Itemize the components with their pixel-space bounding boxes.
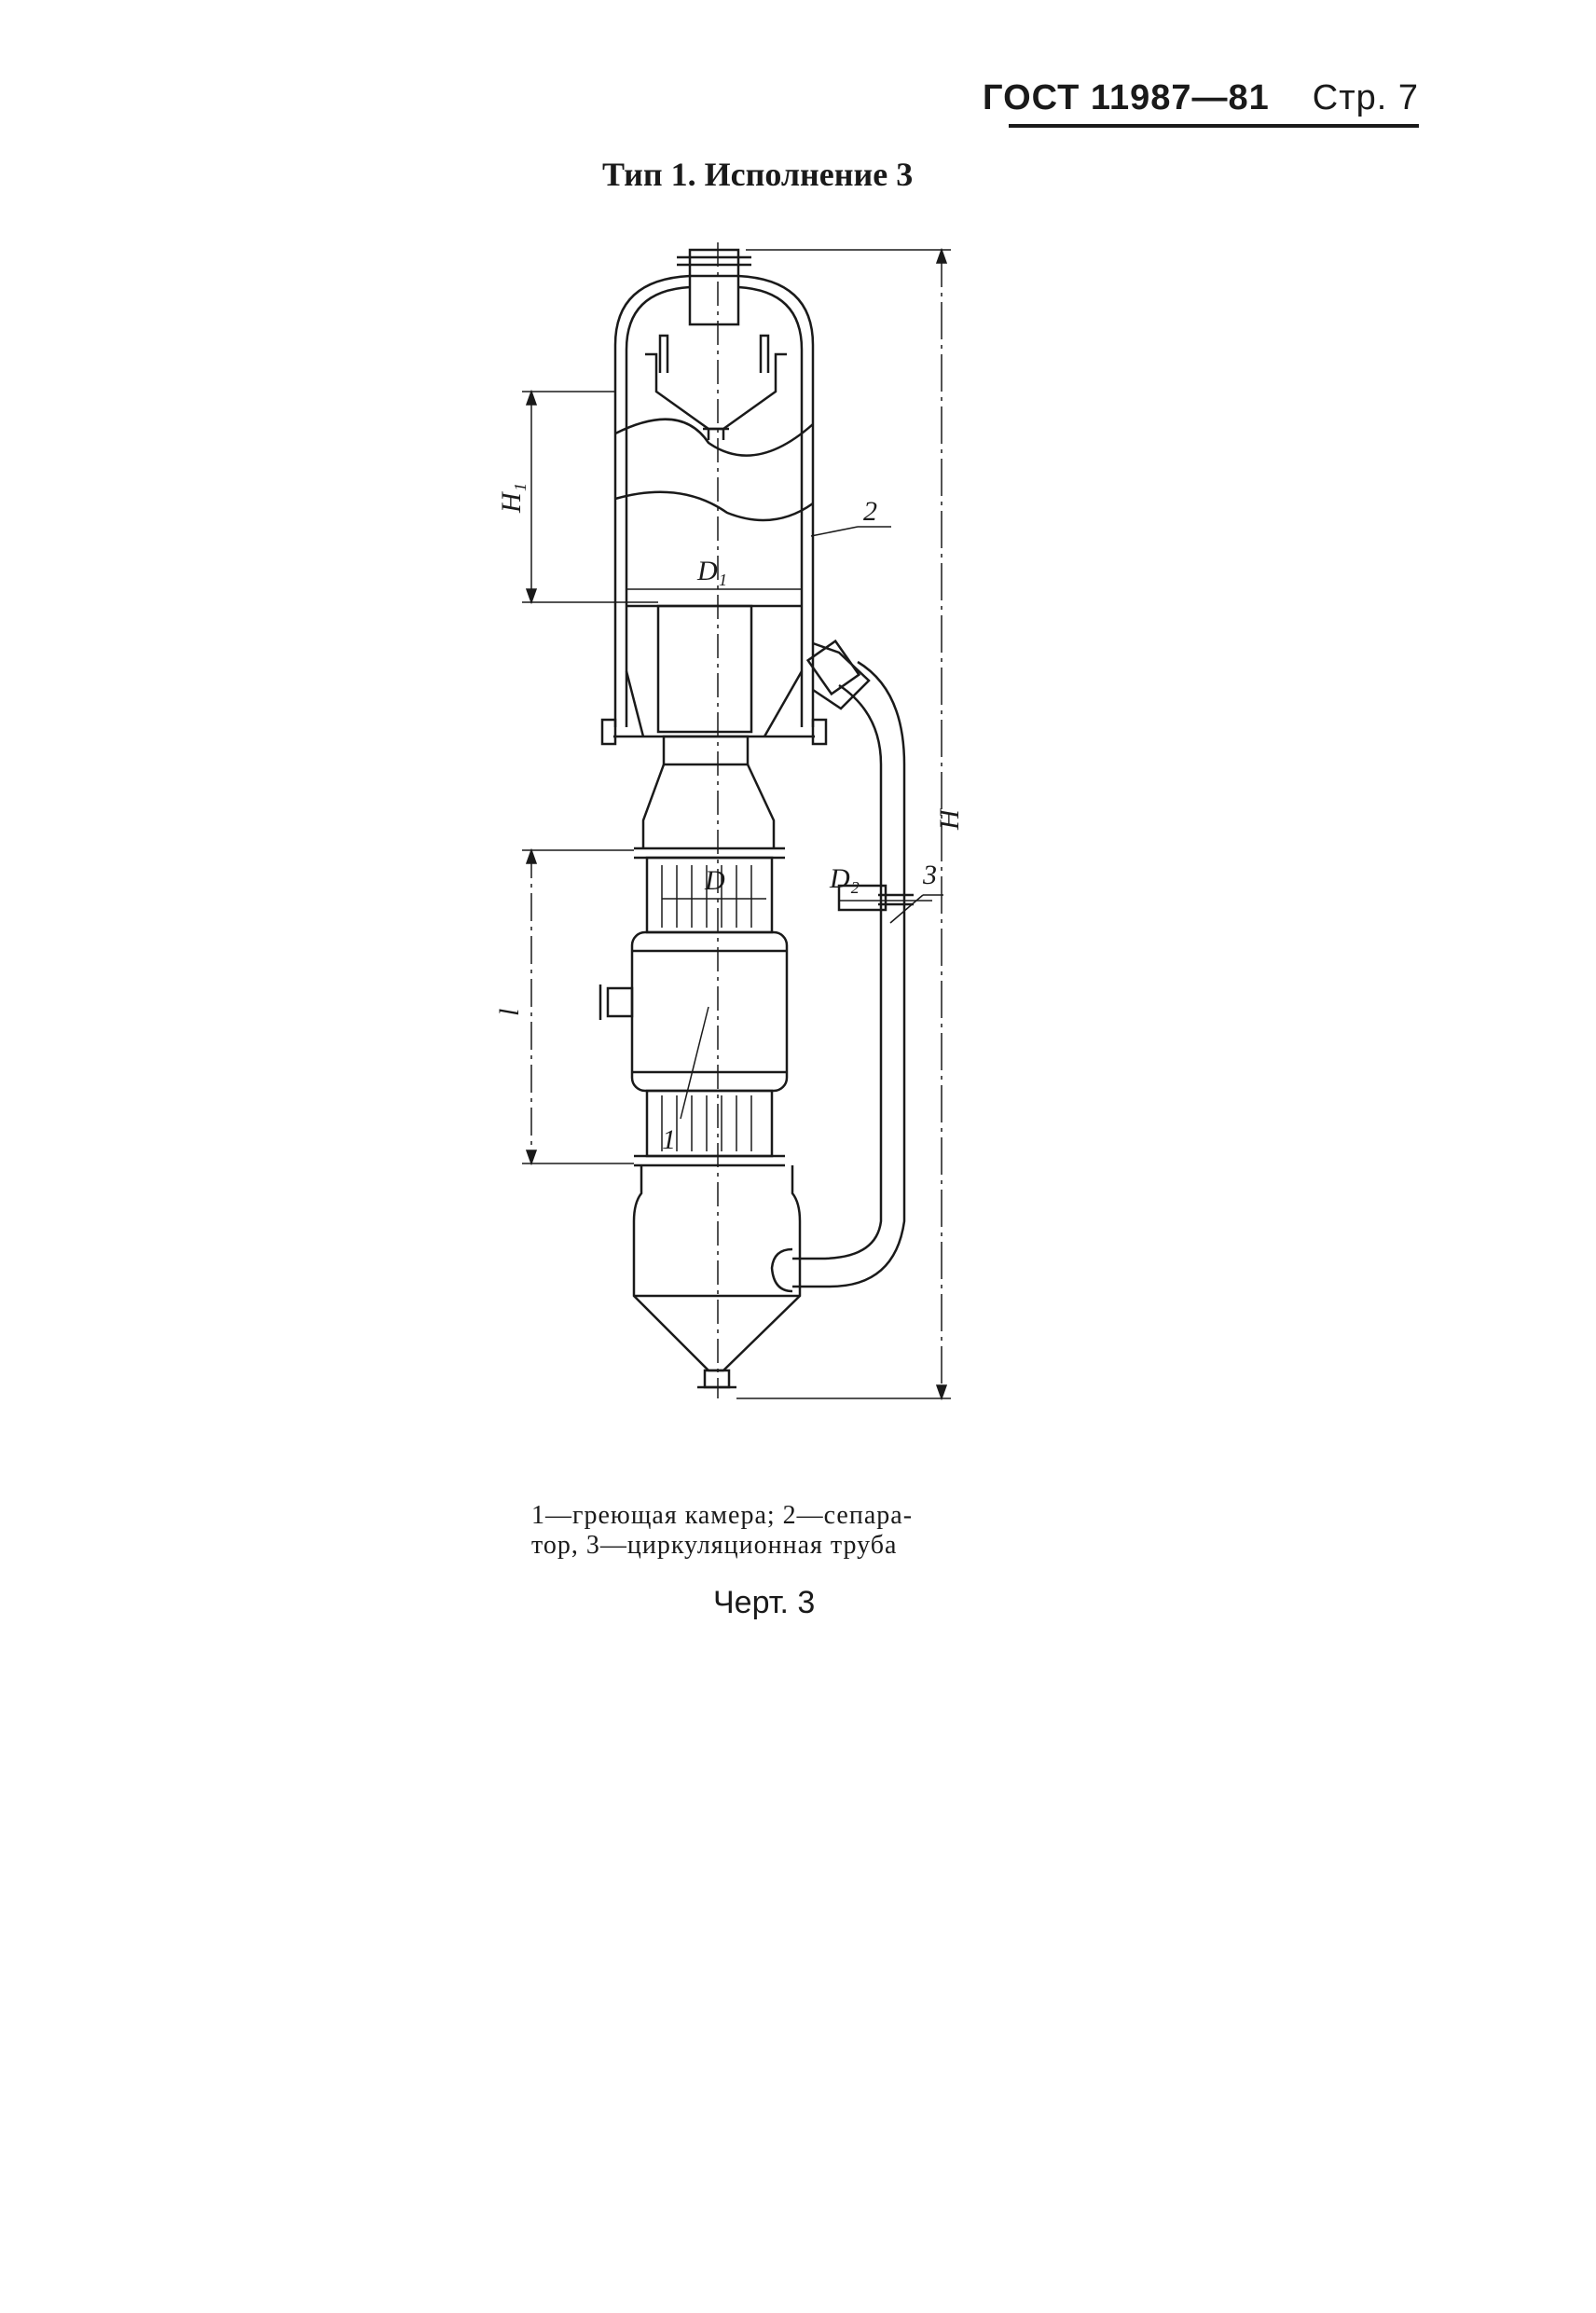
page-number: Стр. 7 (1312, 78, 1419, 117)
label-dim-H: H (934, 809, 965, 830)
label-dim-D1: D₁ (697, 556, 728, 586)
caption-line-2: тор, 3—циркуляционная труба (531, 1531, 898, 1560)
caption-line-1: 1—греющая камера; 2—сепара- (531, 1501, 914, 1530)
figure-number: Черт. 3 (713, 1585, 816, 1620)
separator-shell (615, 276, 813, 727)
bottom-chamber (634, 1165, 800, 1370)
drawing-title: Тип 1. Исполнение 3 (602, 156, 914, 193)
header-rule (1009, 124, 1419, 128)
label-dim-D: D (705, 865, 725, 896)
top-nozzle (690, 250, 738, 324)
apparatus-drawing (494, 242, 988, 1492)
page-header (983, 78, 1419, 118)
label-dim-l: l (494, 1008, 525, 1016)
figure-caption (531, 1501, 1053, 1561)
label-part-1: 1 (662, 1124, 676, 1155)
label-part-3: 3 (923, 860, 937, 890)
label-dim-D2: D₂ (830, 863, 860, 894)
circulation-tube (792, 662, 904, 1287)
label-part-2: 2 (863, 496, 877, 527)
standard-number: ГОСТ 11987—81 (983, 78, 1270, 117)
label-dim-H1: H₁ (496, 482, 527, 513)
